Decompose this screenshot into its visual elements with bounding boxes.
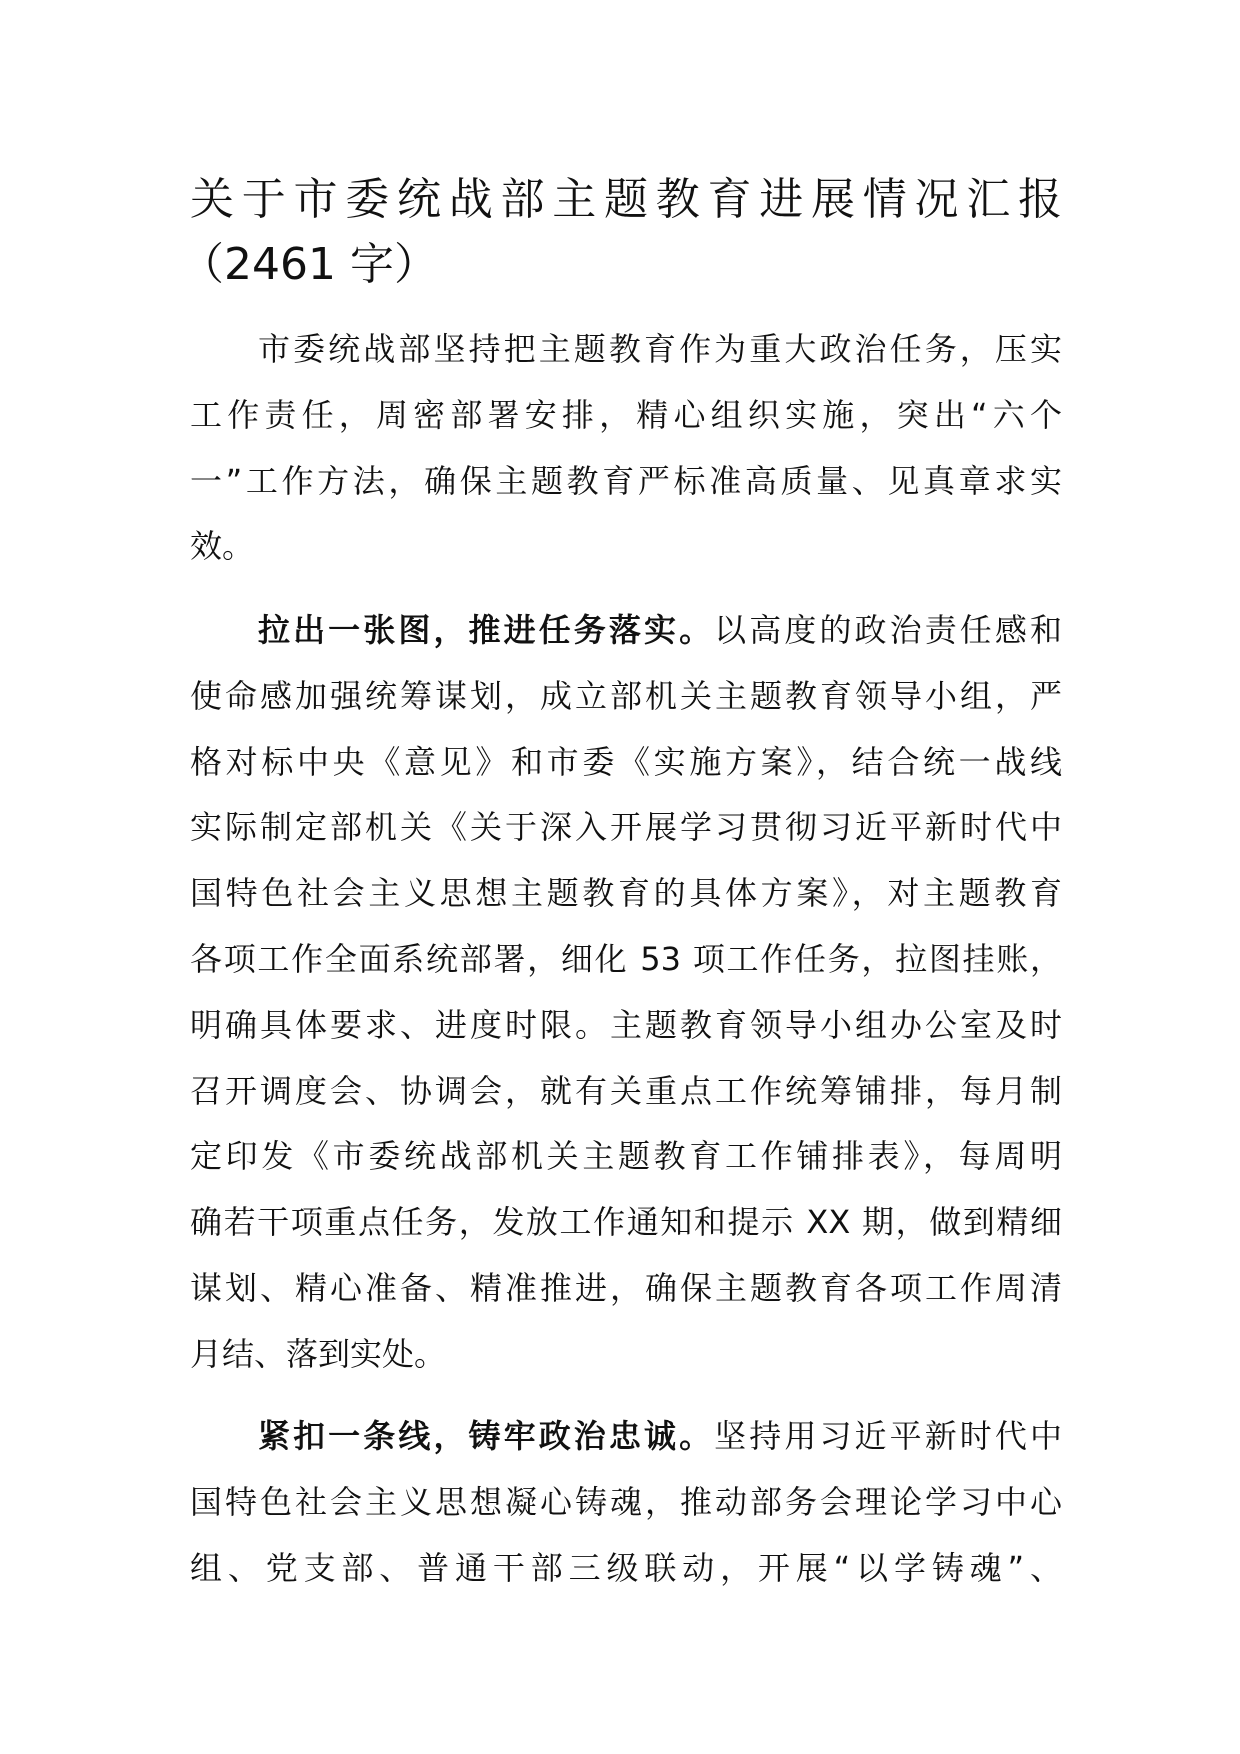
- paragraph-intro: [190, 317, 1062, 580]
- paragraph-line: 工作责任，周密部署安排，精心组织实施，突出“六个: [190, 395, 1062, 434]
- paragraph-line: 一”工作方法，确保主题教育严标准高质量、见真章求实: [190, 461, 1062, 500]
- paragraph-line-text: 以高度的政治责任感和: [714, 611, 1062, 649]
- paragraph-line: 实际制定部机关《关于深入开展学习贯彻习近平新时代中: [190, 808, 1062, 847]
- paragraph-line-text: 坚持用习近平新时代中: [714, 1417, 1062, 1455]
- paragraph-lead: 紧扣一条线，铸牢政治忠诚。: [258, 1417, 715, 1455]
- paragraph-task-map: [190, 598, 1062, 1388]
- paragraph-line: 明确具体要求、进度时限。主题教育领导小组办公室及时: [190, 1005, 1062, 1044]
- paragraph-line: 定印发《市委统战部机关主题教育工作铺排表》，每周明: [190, 1137, 1062, 1176]
- paragraph-line: 市委统战部坚持把主题教育作为重大政治任务，压实: [258, 330, 1062, 368]
- paragraph-political-loyalty: [190, 1404, 1062, 1601]
- paragraph-line: 各项工作全面系统部署，细化 53 项工作任务，拉图挂账，: [190, 939, 1062, 978]
- paragraph-line: 月结、落到实处。: [190, 1334, 447, 1373]
- paragraph-line: 组、党支部、普通干部三级联动，开展“以学铸魂”、: [190, 1548, 1062, 1587]
- paragraph-line: 格对标中央《意见》和市委《实施方案》，结合统一战线: [190, 742, 1062, 781]
- paragraph-line: 效。: [190, 527, 255, 566]
- document-title-line-1: 关于市委统战部主题教育进展情况汇报: [190, 174, 1062, 225]
- paragraph-line: 谋划、精心准备、精准推进，确保主题教育各项工作周清: [190, 1268, 1062, 1307]
- paragraph-line: [190, 598, 1062, 664]
- paragraph-line: [190, 1404, 1062, 1470]
- document-title-word-count: （2461 字）: [180, 239, 438, 290]
- paragraph-line: 国特色社会主义思想凝心铸魂，推动部务会理论学习中心: [190, 1482, 1062, 1521]
- paragraph-line: 召开调度会、协调会，就有关重点工作统筹铺排，每月制: [190, 1071, 1062, 1110]
- paragraph-lead: 拉出一张图，推进任务落实。: [258, 611, 715, 649]
- paragraph-line: 确若干项重点任务，发放工作通知和提示 XX 期，做到精细: [190, 1203, 1062, 1242]
- paragraph-line: 国特色社会主义思想主题教育的具体方案》，对主题教育: [190, 874, 1062, 913]
- paragraph-line: 使命感加强统筹谋划，成立部机关主题教育领导小组，严: [190, 676, 1062, 715]
